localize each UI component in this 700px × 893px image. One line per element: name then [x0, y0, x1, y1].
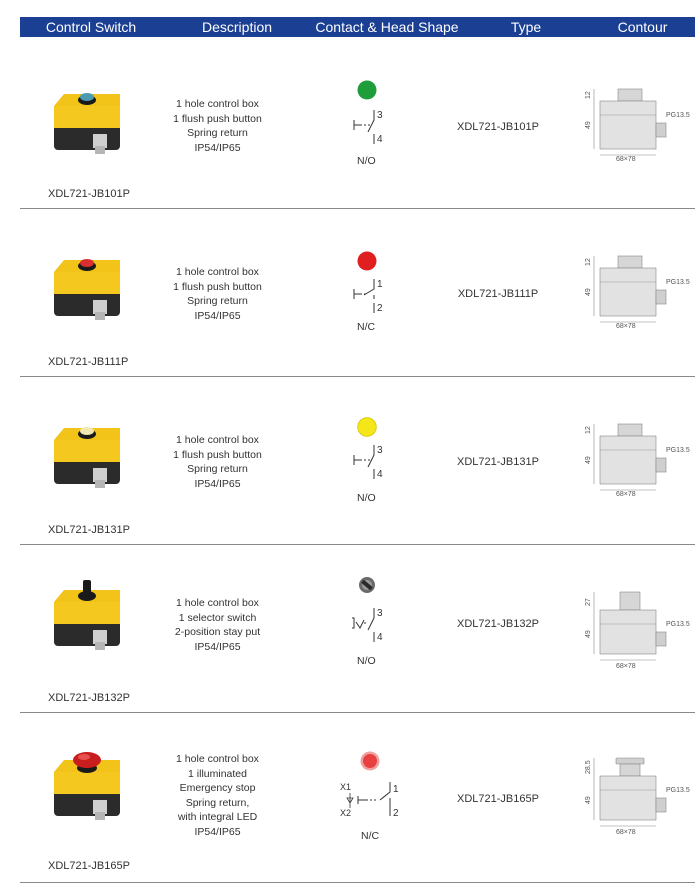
led-label: X1 [340, 782, 352, 792]
desc-line: 1 hole control box [176, 434, 259, 446]
dim-label: PG13.5 [666, 447, 690, 454]
desc-line: Spring return [187, 463, 248, 475]
type-code: XDL721-JB132P [457, 618, 539, 630]
dim-label: 49 [585, 121, 592, 129]
terminal-label: 4 [377, 134, 383, 145]
row-divider [20, 208, 695, 209]
desc-line: 2-position stay put [174, 626, 261, 638]
dim-label: PG13.5 [666, 787, 690, 794]
desc-line: 1 illuminated [188, 767, 247, 780]
dim-label: 49 [585, 456, 592, 464]
desc-line: 1 flush push button [173, 280, 262, 293]
desc-line: with integral LED [177, 811, 258, 823]
header-description: Description [201, 19, 273, 35]
terminal-label: 3 [377, 110, 383, 121]
terminal-label: 3 [377, 445, 383, 456]
contact-type: N/O [357, 492, 376, 504]
desc-line: 1 flush push button [173, 112, 262, 125]
desc-line: IP54/IP65 [194, 309, 241, 322]
dim-label: 49 [585, 796, 592, 804]
desc-line: IP54/IP65 [194, 477, 241, 490]
desc-line: 1 hole control box [176, 266, 259, 278]
dim-label: 12 [585, 91, 592, 99]
desc-line: 1 hole control box [176, 597, 259, 609]
contact-type: N/O [357, 655, 376, 667]
head-color-green-icon [357, 80, 377, 100]
control-box-image [50, 418, 125, 496]
contour-drawing [578, 85, 698, 165]
product-description [145, 752, 290, 839]
product-description [145, 596, 290, 654]
desc-line: Spring return, [185, 796, 250, 809]
product-code: XDL721-JB165P [48, 860, 130, 872]
head-color-red-icon [357, 251, 377, 271]
head-color-yellow-icon [357, 417, 377, 437]
dim-label: 68×78 [616, 491, 636, 498]
product-code: XDL721-JB101P [48, 188, 130, 200]
terminal-label: 4 [377, 469, 383, 480]
row-divider [20, 376, 695, 377]
desc-line: 1 flush push button [173, 448, 262, 461]
dim-label: 27 [585, 598, 592, 606]
dim-label: 68×78 [616, 323, 636, 330]
contour-drawing [578, 252, 698, 332]
desc-line: Spring return [187, 127, 248, 139]
no-contact-symbol-icon [350, 441, 420, 487]
contact-type: N/O [357, 155, 376, 167]
dim-label: PG13.5 [666, 112, 690, 119]
contact-type: N/C [361, 830, 380, 842]
type-code: XDL721-JB131P [457, 456, 539, 468]
product-description [145, 433, 290, 491]
no-contact-symbol-icon [350, 106, 420, 152]
row-divider [20, 544, 695, 545]
control-box-image [50, 578, 125, 656]
dim-label: 49 [585, 630, 592, 638]
led-label: X2 [340, 808, 352, 818]
type-code: XDL721-JB101P [457, 121, 539, 133]
row-divider [20, 712, 695, 713]
header-contact-head-shape: Contact & Head Shape [315, 19, 459, 35]
row-divider [20, 882, 695, 883]
control-box-image [50, 84, 125, 162]
desc-line: IP54/IP65 [194, 825, 241, 838]
type-code: XDL721-JB165P [457, 793, 539, 805]
terminal-label: 1 [377, 279, 383, 290]
contour-drawing [578, 590, 698, 670]
dim-label: 68×78 [616, 663, 636, 670]
product-description [145, 97, 290, 155]
desc-line: IP54/IP65 [194, 640, 241, 653]
desc-line: 1 hole control box [176, 98, 259, 110]
desc-line: Emergency stop [179, 782, 256, 794]
product-code: XDL721-JB132P [48, 692, 130, 704]
terminal-label: 2 [377, 303, 383, 314]
product-code: XDL721-JB131P [48, 524, 130, 536]
control-box-image [50, 748, 125, 826]
header-control-switch: Control Switch [45, 19, 137, 35]
desc-line: 1 hole control box [176, 753, 259, 765]
terminal-label: 4 [377, 632, 383, 643]
table-header [20, 17, 695, 37]
dim-label: 12 [585, 258, 592, 266]
selector-contact-symbol-icon [347, 604, 417, 650]
dim-label: 68×78 [616, 156, 636, 163]
contour-drawing [578, 420, 698, 500]
dim-label: 28.5 [585, 760, 592, 774]
dim-label: PG13.5 [666, 621, 690, 628]
head-color-red-icon [360, 751, 380, 771]
control-box-image [50, 250, 125, 328]
type-code: XDL721-JB111P [457, 288, 539, 300]
dim-label: 68×78 [616, 829, 636, 836]
nc-contact-symbol-icon [350, 275, 420, 321]
dim-label: 49 [585, 288, 592, 296]
header-contour: Contour [617, 19, 668, 35]
header-type: Type [510, 19, 542, 35]
desc-line: Spring return [187, 295, 248, 307]
terminal-label: 3 [377, 608, 383, 619]
desc-line: 1 selector switch [178, 611, 257, 624]
estop-contact-symbol-icon [340, 778, 420, 824]
contour-drawing [578, 756, 698, 836]
desc-line: IP54/IP65 [194, 141, 241, 154]
terminal-label: 1 [393, 784, 399, 795]
product-description [145, 265, 290, 323]
dim-label: PG13.5 [666, 279, 690, 286]
terminal-label: 2 [393, 808, 399, 819]
contact-type: N/C [357, 321, 376, 333]
product-code: XDL721-JB111P [48, 356, 129, 368]
dim-label: 12 [585, 426, 592, 434]
selector-knob-icon [357, 575, 377, 595]
